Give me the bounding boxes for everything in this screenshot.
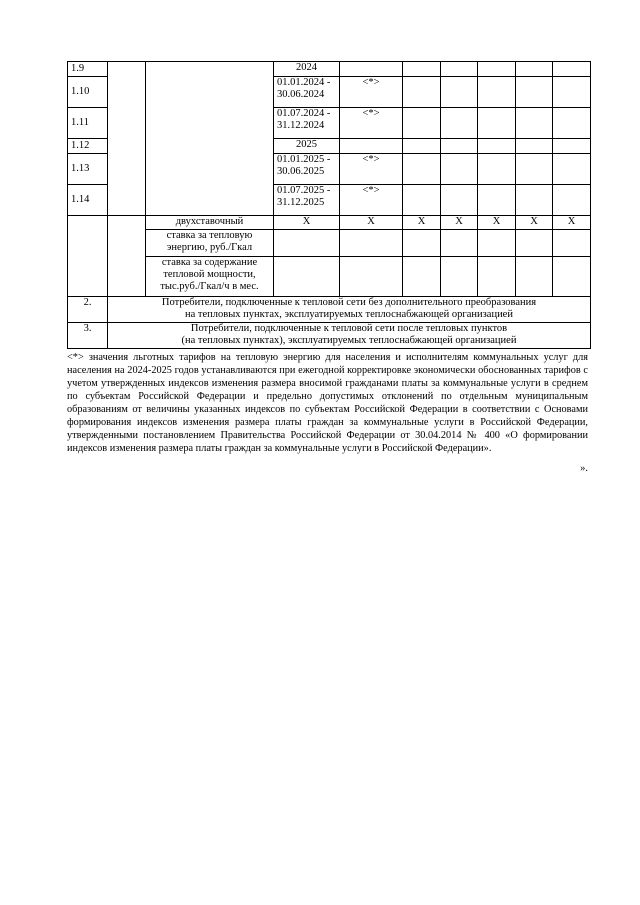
- closing-mark: ».: [580, 463, 588, 474]
- section-number: 3.: [68, 323, 108, 349]
- value-cell: [478, 139, 516, 154]
- value-cell: [478, 62, 516, 77]
- value-cell: [441, 257, 478, 297]
- value-cell: [441, 185, 478, 216]
- period-cell: 01.01.2024 - 30.06.2024: [274, 77, 340, 108]
- table-row: [68, 62, 591, 77]
- value-cell: [441, 108, 478, 139]
- value-cell: [516, 257, 553, 297]
- value-cell: [274, 257, 340, 297]
- table-row: [68, 216, 591, 230]
- value-cell: [403, 154, 441, 185]
- value-cell: [403, 230, 441, 257]
- period-cell: 2025: [274, 139, 340, 154]
- empty-cell: [108, 62, 146, 216]
- x-cell: X: [478, 216, 516, 230]
- value-cell: [340, 62, 403, 77]
- empty-cell: [68, 216, 108, 297]
- period-cell: 01.01.2025 - 30.06.2025: [274, 154, 340, 185]
- x-cell: X: [553, 216, 591, 230]
- row-number: 1.11: [68, 108, 108, 139]
- section-title: [108, 323, 591, 349]
- empty-cell: [146, 62, 274, 216]
- value-cell: [553, 62, 591, 77]
- x-cell: X: [403, 216, 441, 230]
- row-number: 1.10: [68, 77, 108, 108]
- section-row: [68, 297, 591, 323]
- value-cell: [553, 139, 591, 154]
- value-cell: [478, 154, 516, 185]
- value-cell: [340, 139, 403, 154]
- value-cell: [441, 154, 478, 185]
- section-title-line: Потребители, подключенные к тепловой сети без дополнительного преобразования: [161, 297, 537, 308]
- section-title-line: на тепловых пунктах, эксплуатируемых теплоснабжающей организацией: [185, 309, 513, 320]
- footnote-text: <*> значения льготных тарифов на тепловую энергию для населения и исполнителям коммунальных услуг для населения на 2024-2025 годов устанавливаются при ежегодной корректировке экономически обоснованных тарифов с учетом утвержденных индексов изменения размера вносимой гражданами платы за коммунальные услуги в среднем по субъектам Российской Федерации и предельно допустимых отклонений по отдельным муниципальным образованиям от величины указанных индексов по субъектам Российской Федерации в соответствии с Основами формирования индексов изменения размера платы граждан за коммунальные услуги в Российской Федерации, утвержденными постановлением Правительства Российской Федерации от 30.04.2014 № 400 «О формировании индексов изменения размера платы граждан за коммунальные услуги в Российской Федерации».: [67, 352, 588, 454]
- two-rate-label: двухставочный: [146, 216, 274, 230]
- row-number: 1.9: [68, 62, 108, 77]
- value-cell: [516, 154, 553, 185]
- x-cell: X: [516, 216, 553, 230]
- rate-capacity-label: ставка за содержание тепловой мощности, тыс.руб./Гкал/ч в мес.: [146, 257, 274, 297]
- document-page: [67, 61, 588, 474]
- empty-cell: [108, 216, 146, 297]
- row-number: 1.14: [68, 185, 108, 216]
- value-cell: [441, 230, 478, 257]
- value-cell: [516, 185, 553, 216]
- period-cell: 01.07.2024 - 31.12.2024: [274, 108, 340, 139]
- row-number: 1.13: [68, 154, 108, 185]
- value-cell: [478, 77, 516, 108]
- value-cell: [403, 257, 441, 297]
- footnote-mark: <*>: [340, 185, 403, 216]
- value-cell: [516, 77, 553, 108]
- rate-energy-label: ставка за тепловую энергию, руб./Гкал: [146, 230, 274, 257]
- value-cell: [340, 257, 403, 297]
- period-cell: 2024: [274, 62, 340, 77]
- value-cell: [478, 108, 516, 139]
- table-row: [68, 230, 591, 257]
- section-title: [108, 297, 591, 323]
- x-cell: X: [441, 216, 478, 230]
- value-cell: [553, 77, 591, 108]
- section-row: [68, 323, 591, 349]
- table-row: [68, 257, 591, 297]
- value-cell: [403, 77, 441, 108]
- value-cell: [403, 108, 441, 139]
- value-cell: [516, 139, 553, 154]
- x-cell: X: [274, 216, 340, 230]
- tariff-table: [67, 61, 591, 349]
- period-cell: 01.07.2025 - 31.12.2025: [274, 185, 340, 216]
- footnote-mark: <*>: [340, 154, 403, 185]
- value-cell: [403, 62, 441, 77]
- value-cell: [553, 108, 591, 139]
- value-cell: [553, 257, 591, 297]
- value-cell: [553, 230, 591, 257]
- value-cell: [441, 77, 478, 108]
- value-cell: [274, 230, 340, 257]
- footnote-mark: <*>: [340, 77, 403, 108]
- value-cell: [478, 257, 516, 297]
- value-cell: [441, 139, 478, 154]
- value-cell: [403, 185, 441, 216]
- section-title-line: Потребители, подключенные к тепловой сети после тепловых пунктов: [190, 323, 508, 334]
- value-cell: [403, 139, 441, 154]
- section-number: 2.: [68, 297, 108, 323]
- footnote-mark: <*>: [340, 108, 403, 139]
- value-cell: [553, 154, 591, 185]
- value-cell: [516, 108, 553, 139]
- value-cell: [478, 230, 516, 257]
- value-cell: [516, 230, 553, 257]
- value-cell: [441, 62, 478, 77]
- value-cell: [478, 185, 516, 216]
- value-cell: [340, 230, 403, 257]
- value-cell: [516, 62, 553, 77]
- section-title-line: (на тепловых пунктах), эксплуатируемых теплоснабжающей организацией: [181, 335, 517, 346]
- x-cell: X: [340, 216, 403, 230]
- row-number: 1.12: [68, 139, 108, 154]
- value-cell: [553, 185, 591, 216]
